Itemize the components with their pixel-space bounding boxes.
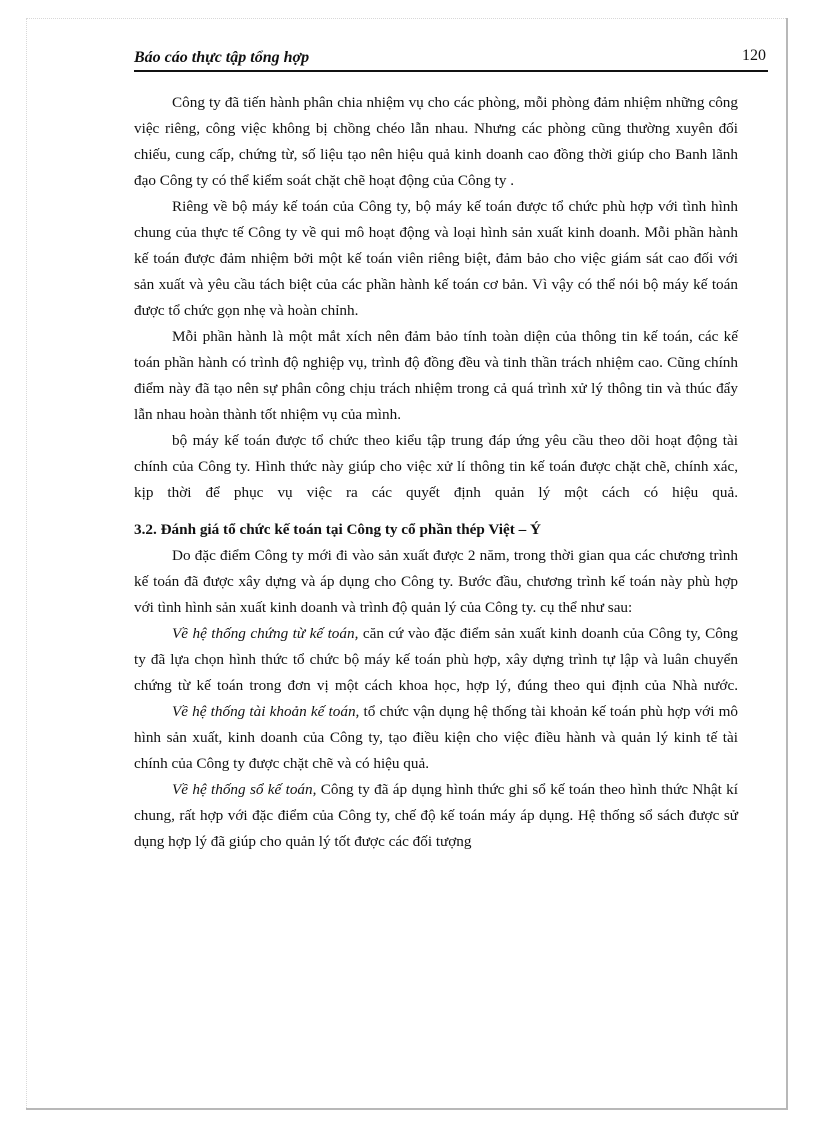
- paragraph-7-lead: Về hệ thống tài khoản kế toán,: [172, 703, 360, 720]
- paragraph-8-lead: Về hệ thống sổ kế toán,: [172, 781, 317, 798]
- section-heading: 3.2. Đánh giá tổ chức kế toán tại Công ty cổ phần thép Việt – Ý: [134, 521, 541, 538]
- header-title: Báo cáo thực tập tổng hợp: [134, 49, 310, 66]
- paragraph-8: [134, 777, 738, 855]
- paragraph-4: bộ máy kế toán được tổ chức theo kiểu tập trung đáp ứng yêu cầu theo dõi hoạt động tài chính của Công ty. Hình thức này giúp cho việc xử lí thông tin kế toán được chặt chẽ, chính xác, kịp thời để phục vụ việc ra các quyết định quản lý một cách có hiệu quả.: [134, 432, 738, 501]
- document-body: [134, 90, 738, 855]
- paragraph-2: Riêng về bộ máy kế toán của Công ty, bộ máy kế toán được tổ chức phù hợp với tình hình chung của thực tế Công ty về qui mô hoạt động và loại hình sản xuất kinh doanh. Mỗi phần hành kế toán được đảm nhiệm bởi một kế toán viên riêng biệt, đảm bảo cho việc giám sát cao đối với sản xuất và yêu cầu tách biệt của các phần hành kế toán cơ bản. Vì vậy có thể nói bộ máy kế toán được tổ chức gọn nhẹ và hoàn chỉnh.: [134, 198, 738, 319]
- paragraph-5: Do đặc điểm Công ty mới đi vào sản xuất được 2 năm, trong thời gian qua các chương trình kế toán đã được xây dựng và áp dụng cho Công ty. Bước đầu, chương trình kế toán này phù hợp với tình hình sản xuất kinh doanh và trình độ quản lý của Công ty. cụ thể như sau:: [134, 547, 738, 616]
- paragraph-6: [134, 621, 738, 699]
- paragraph-3: Mỗi phần hành là một mắt xích nên đảm bảo tính toàn diện của thông tin kế toán, các kế toán phần hành có trình độ nghiệp vụ, trình độ đồng đều và tinh thần trách nhiệm cao. Cũng chính điểm này đã tạo nên sự phân công chịu trách nhiệm trong cả quá trình xử lý thông tin và thúc đẩy lẫn nhau hoàn thành tốt nhiệm vụ của mình.: [134, 328, 738, 423]
- paragraph-8-text: Công ty đã áp dụng hình thức ghi sổ kế toán theo hình thức Nhật kí chung, rất hợp với đặc điểm của Công ty, chế độ kế toán máy áp dụng. Hệ thống sổ sách được sử dụng hợp lý đã giúp cho quản lý tốt được các đối tượng: [134, 781, 738, 850]
- paragraph-7: [134, 699, 738, 777]
- page-header: [134, 46, 768, 72]
- paragraph-1: Công ty đã tiến hành phân chia nhiệm vụ cho các phòng, mỗi phòng đảm nhiệm những công việc riêng, công việc không bị chồng chéo lẫn nhau. Nhưng các phòng cũng thường xuyên đối chiếu, cung cấp, chứng từ, số liệu tạo nên hiệu quả kinh doanh cao đồng thời giúp cho Banh lãnh đạo Công ty có thể kiểm soát chặt chẽ hoạt động của Công ty .: [134, 94, 738, 189]
- paragraph-6-lead: Về hệ thống chứng từ kế toán,: [172, 625, 359, 642]
- paragraph-7-text: tổ chức vận dụng hệ thống tài khoản kế toán phù hợp với mô hình sản xuất, kinh doanh của Công ty, tạo điều kiện cho việc điều hành và quản lý kinh tế tài chính của Công ty được chặt chẽ và có hiệu quả.: [134, 703, 738, 772]
- paragraph-6-text: căn cứ vào đặc điểm sản xuất kinh doanh của Công ty, Công ty đã lựa chọn hình thức tổ chức bộ máy kế toán phù hợp, xây dựng trình tự lập và luân chuyển chứng từ kế toán trong đơn vị một cách khoa học, hợp lý, đúng theo qui định của Nhà nước.: [134, 625, 738, 694]
- page-number: 120: [742, 47, 766, 64]
